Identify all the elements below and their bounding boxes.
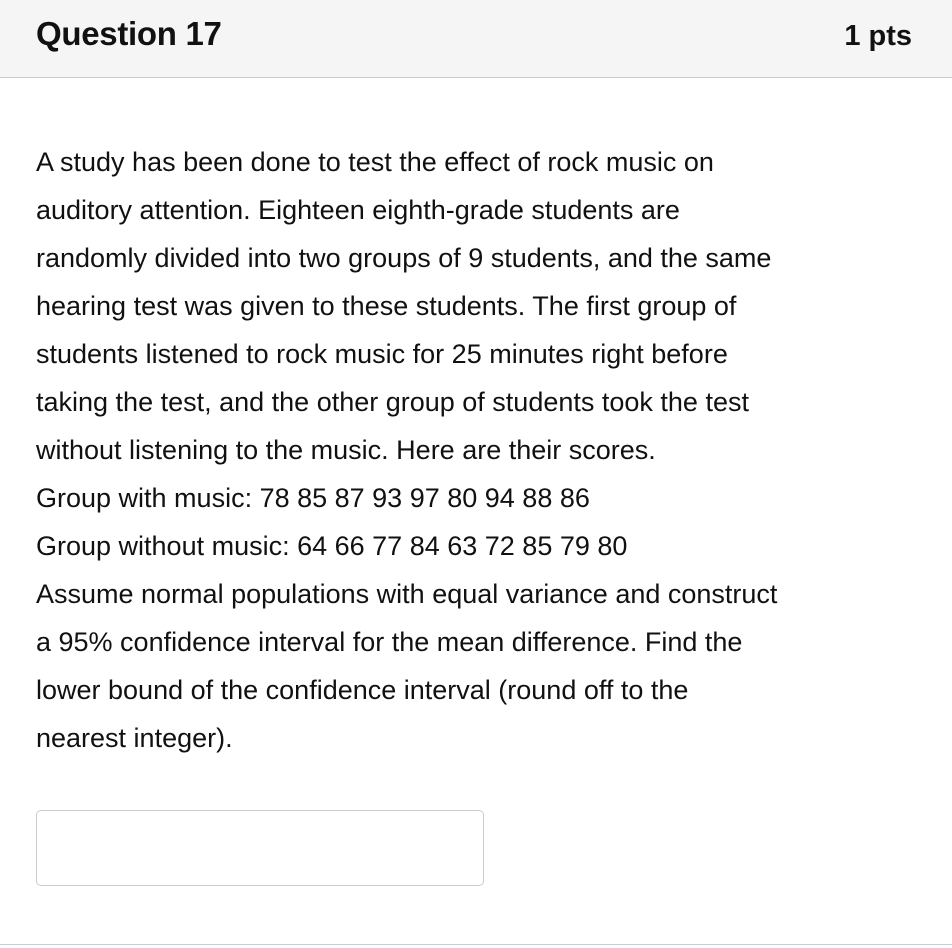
question-text-line: lower bound of the confidence interval (round off to the bbox=[36, 675, 689, 705]
group-with-music-scores: Group with music: 78 85 87 93 97 80 94 88 86 bbox=[36, 483, 590, 513]
question-text-line: a 95% confidence interval for the mean difference. Find the bbox=[36, 627, 743, 657]
question-text-line: auditory attention. Eighteen eighth-grade students are bbox=[36, 195, 680, 225]
question-header bbox=[0, 0, 952, 78]
footer-divider bbox=[0, 944, 952, 945]
question-text-line: nearest integer). bbox=[36, 723, 233, 753]
question-text-line: without listening to the music. Here are their scores. bbox=[36, 435, 656, 465]
group-without-music-scores: Group without music: 64 66 77 84 63 72 85 79 80 bbox=[36, 531, 628, 561]
question-points: 1 pts bbox=[844, 20, 912, 52]
question-text-line: hearing test was given to these students. The first group of bbox=[36, 291, 737, 321]
question-text bbox=[36, 138, 916, 762]
question-text-line: randomly divided into two groups of 9 students, and the same bbox=[36, 243, 772, 273]
question-text-line: taking the test, and the other group of students took the test bbox=[36, 387, 749, 417]
question-text-line: A study has been done to test the effect of rock music on bbox=[36, 147, 714, 177]
question-text-line: Assume normal populations with equal variance and construct bbox=[36, 579, 778, 609]
answer-input[interactable] bbox=[36, 810, 484, 886]
question-text-line: students listened to rock music for 25 minutes right before bbox=[36, 339, 728, 369]
question-title: Question 17 bbox=[36, 15, 222, 52]
